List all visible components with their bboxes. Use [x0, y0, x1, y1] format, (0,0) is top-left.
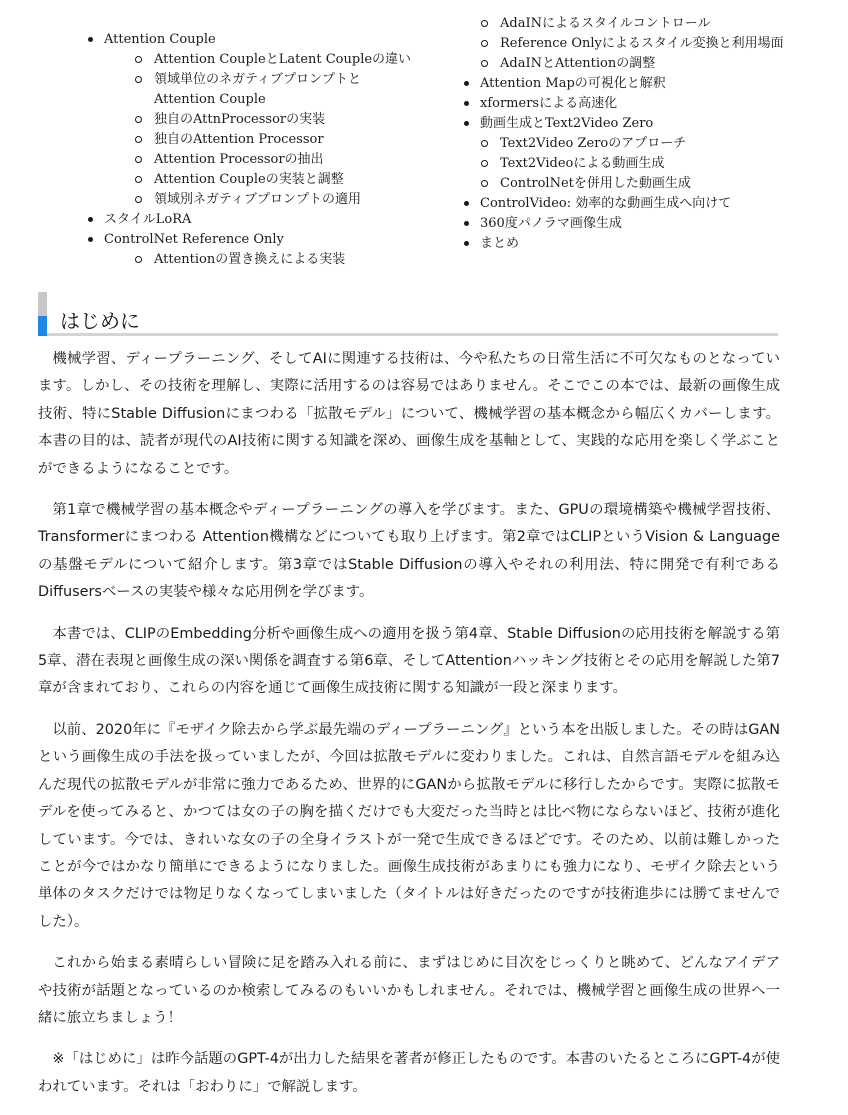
toc-subitem[interactable]: 領域別ネガティブプロンプトの適用 — [104, 190, 424, 210]
section-body — [38, 346, 780, 1115]
bullet-icon — [481, 160, 488, 167]
bullet-icon — [135, 116, 142, 123]
bullet-icon — [88, 217, 93, 222]
bullet-icon — [135, 176, 142, 183]
bullet-icon — [135, 136, 142, 143]
bullet-icon — [464, 101, 469, 106]
bullet-icon — [481, 180, 488, 187]
bullet-icon — [481, 60, 488, 67]
bullet-icon — [135, 256, 142, 263]
toc-subitem[interactable]: 独自のAttention Processor — [104, 130, 424, 150]
toc-item[interactable] — [104, 210, 424, 230]
bullet-icon — [464, 121, 469, 126]
toc-item[interactable] — [104, 230, 424, 270]
heading-accent-bar — [38, 292, 47, 316]
toc-item-label: ControlNet Reference Only — [104, 232, 284, 247]
toc-item-label: Attention Couple — [104, 32, 216, 47]
toc-left-column — [104, 30, 424, 270]
toc-item[interactable]: xformersによる高速化 — [480, 94, 820, 114]
heading-underline — [47, 333, 778, 336]
toc-subitem[interactable]: Text2Video Zeroのアプローチ — [450, 134, 820, 154]
toc-right-column — [480, 14, 820, 254]
bullet-icon — [135, 56, 142, 63]
paragraph: 第1章で機械学習の基本概念やディープラーニングの導入を学びます。また、GPUの環境構築や機械学習技術、Transformerにまつわる Attention機構などについても取り上げます。第2章ではCLIPというVision & Languageの基盤モデルについて紹介します。第3章ではStable Diffusionの導入やそれの利用法、特に開発で有利であるDiffusersベースの実装や様々な応用例を学びます。 — [38, 502, 780, 601]
toc-item[interactable]: Attention Mapの可視化と解釈 — [480, 74, 820, 94]
bullet-icon — [135, 156, 142, 163]
toc-subitem[interactable]: 領域単位のネガティブプロンプトとAttention Couple — [104, 70, 384, 110]
toc-subitem[interactable]: ControlNetを併用した動画生成 — [450, 174, 820, 194]
toc-item[interactable]: 360度パノラマ画像生成 — [480, 214, 820, 234]
paragraph: 機械学習、ディープラーニング、そしてAIに関連する技術は、今や私たちの日常生活に不可欠なものとなっています。しかし、その技術を理解し、実際に活用するのは容易ではありません。そこでこの本では、最新の画像生成技術、特にStable Diffusionにまつわる「拡散モデル」について、機械学習の基本概念から幅広くカバーします。本書の目的は、読者が現代のAI技術に関する知識を深め、画像生成を基軸として、実践的な応用を楽しく学ぶことができるようになることです。 — [38, 351, 780, 477]
bullet-icon — [481, 20, 488, 27]
bullet-icon — [88, 37, 93, 42]
toc-subitem[interactable]: Reference Onlyによるスタイル変換と利用場面 — [450, 34, 820, 54]
bullet-icon — [464, 221, 469, 226]
bullet-icon — [481, 40, 488, 47]
toc-subitem[interactable]: 独自のAttnProcessorの実装 — [104, 110, 424, 130]
toc-subitem[interactable]: Attentionの置き換えによる実装 — [104, 250, 424, 270]
toc-item[interactable]: 動画生成とText2Video Zero Text2Video Zeroのアプローチ Text2Videoによる動画生成 ControlNetを併用した動画生成 — [480, 114, 820, 194]
toc-item[interactable]: まとめ — [480, 234, 820, 254]
section-title: はじめに — [60, 309, 140, 333]
bullet-icon — [135, 76, 142, 83]
bullet-icon — [464, 241, 469, 246]
bullet-icon — [135, 196, 142, 203]
bullet-icon — [88, 237, 93, 242]
heading-accent-bar — [38, 316, 47, 336]
paragraph: 本書では、CLIPのEmbedding分析や画像生成への適用を扱う第4章、Stable Diffusionの応用技術を解説する第5章、潜在表現と画像生成の深い関係を調査する第6章、そしてAttentionハッキング技術とその応用を解説した第7章が含まれており、これらの内容を通じて画像生成技術に関する知識が一段と深まります。 — [38, 625, 780, 697]
toc-subitem[interactable]: AdaINによるスタイルコントロール — [450, 14, 820, 34]
paragraph: ※「はじめに」は昨今話題のGPT-4が出力した結果を著者が修正したものです。本書のいたるところにGPT-4が使われています。それは「おわりに」で解説します。 — [38, 1051, 780, 1095]
table-of-contents — [0, 0, 848, 280]
toc-item-label: スタイルLoRA — [104, 212, 192, 227]
paragraph: これから始まる素晴らしい冒険に足を踏み入れる前に、まずはじめに目次をじっくりと眺めて、どんなアイデアや技術が話題となっているのか検索してみるのもいいかもしれません。それでは、機械学習と画像生成の世界へ一緒に旅立ちましょう！ — [38, 955, 780, 1026]
bullet-icon — [464, 81, 469, 86]
toc-subitem[interactable]: Attention Processorの抽出 — [104, 150, 424, 170]
toc-item[interactable] — [104, 30, 424, 210]
toc-subitem[interactable]: Text2Videoによる動画生成 — [450, 154, 820, 174]
paragraph: 以前、2020年に『モザイク除去から学ぶ最先端のディープラーニング』という本を出版しました。その時はGANという画像生成の手法を扱っていましたが、今回は拡散モデルに変わりました。これは、自然言語モデルを組み込んだ現代の拡散モデルが非常に強力であるため、世界的にGANから拡散モデルに移行したからです。実際に拡散モデルを使ってみると、かつては女の子の胸を描くだけでも大変だった当時とは比べ物にならないほど、技術が進化しています。今では、きれいな女の子の全身イラストが一発で生成できるほどです。そのため、以前は難しかったことが今ではかなり簡単にできるようになりました。画像生成技術があまりにも強力になり、モザイク除去という単体のタスクだけでは物足りなくなってしまいました（タイトルは好きだったのですが技術進歩には勝てませんでした）。 — [38, 721, 780, 930]
bullet-icon — [464, 201, 469, 206]
bullet-icon — [481, 140, 488, 147]
toc-subitem[interactable]: Attention Coupleの実装と調整 — [104, 170, 424, 190]
toc-item[interactable]: ControlVideo: 効率的な動画生成へ向けて — [480, 194, 820, 214]
toc-subitem[interactable]: Attention CoupleとLatent Coupleの違い — [104, 50, 424, 70]
toc-subitem[interactable]: AdaINとAttentionの調整 — [450, 54, 820, 74]
section-heading — [38, 292, 778, 338]
